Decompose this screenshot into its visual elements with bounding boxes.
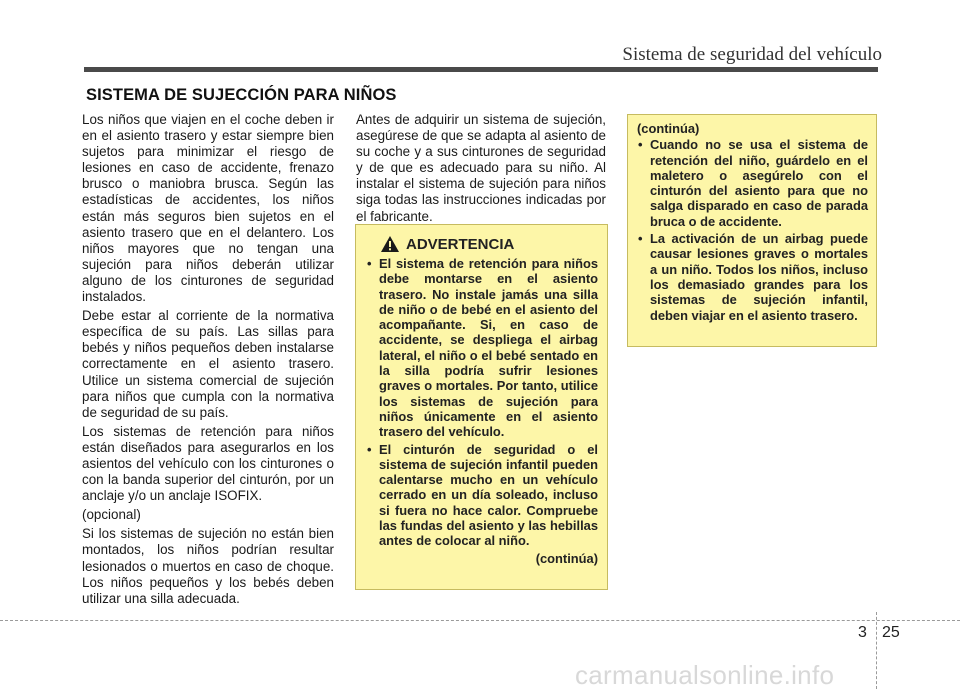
continued-label: (continúa) xyxy=(637,121,700,136)
warning-item: • El cinturón de seguridad o el sistema de sujeción infantil pueden calentarse mucho en un vehículo cerrado en un día soleado, incluso si fuera no hace calor. Compruebe las fundas del asiento y las hebillas antes de colocar al niño. xyxy=(366,442,598,549)
warning-box xyxy=(355,224,608,590)
chapter-number: 3 xyxy=(858,624,867,641)
column-1 xyxy=(82,112,334,610)
paragraph: Los niños que viajen en el coche deben ir en el asiento trasero y estar siempre bien sujetos para minimizar el riesgo de lesiones en caso de accidente, frenazo brusco o maniobra brusca. Según las estadísticas de accidentes, los niños están más seguros bien sujetos en el asiento trasero que en el delantero. Los niños mayores que no tengan una sujeción para niños deberán utilizar alguno de los cinturones de seguridad instalados. xyxy=(82,112,334,305)
watermark: carmanualsonline.info xyxy=(575,660,835,689)
section-title: SISTEMA DE SUJECCIÓN PARA NIÑOS xyxy=(86,86,397,104)
paragraph: Antes de adquirir un sistema de sujeción, asegúrese de que se adapta al asiento de su coche y a sus cinturones de seguridad y de que es adecuado para su niño. Al instalar el sistema de sujeción para niños siga todas las instrucciones indicadas por el fabricante. xyxy=(356,112,606,224)
paragraph: Los sistemas de retención para niños están diseñados para asegurarlos en los asientos del vehículo con los cinturones o con la banda superior del cinturón, por un anclaje y/o un anclaje ISOFIX. xyxy=(82,423,334,504)
column-2 xyxy=(356,112,606,228)
warning-list xyxy=(366,256,598,549)
warning-triangle-icon xyxy=(380,235,400,253)
paragraph: Debe estar al corriente de la normativa específica de su país. Las sillas para bebés y niños pequeños deben instalarse correctamente en el asiento trasero. Utilice un sistema comercial de sujeción para niños que cumpla con la normativa de seguridad de su país. xyxy=(82,308,334,420)
page-number-separator xyxy=(876,612,877,689)
page-number: 25 xyxy=(882,624,900,641)
continuation-item: • La activación de un airbag puede causar lesiones graves o mortales a un niño. Todos los niños, incluso los demasiado grandes para los sistemas de sujeción infantil, deben viajar en el asiento trasero. xyxy=(637,231,868,323)
paragraph: Si los sistemas de sujeción no están bien montados, los niños podrían resultar lesionados o muertos en caso de choque. Los niños pequeños y los bebés deben utilizar una silla adecuada. xyxy=(82,526,334,606)
continuation-list xyxy=(637,137,868,323)
running-header: Sistema de seguridad del vehículo xyxy=(622,44,882,65)
warning-item: • El sistema de retención para niños debe montarse en el asiento trasero. No instale jamás una silla de niño o de bebé en el asiento del acompañante. Si, en caso de accidente, se despliega el airbag lateral, el niño o el bebé sentado en la silla podría sufrir lesiones graves o mortales. Por tanto, utilice los sistemas de sujeción para niños únicamente en el asiento trasero del vehículo. xyxy=(366,256,598,440)
continuation-box xyxy=(627,114,877,347)
paragraph: (opcional) xyxy=(82,507,141,523)
footer-divider xyxy=(0,620,960,621)
continues-label: (continúa) xyxy=(535,550,598,566)
continuation-item: • Cuando no se usa el sistema de retención del niño, guárdelo en el maletero o asegúrelo con el cinturón del asiento para que no salga disparado en caso de parada bruca o de accidente. xyxy=(637,137,868,229)
header-divider xyxy=(84,67,878,72)
warning-title: ADVERTENCIA xyxy=(406,235,515,253)
warning-header xyxy=(366,235,598,253)
